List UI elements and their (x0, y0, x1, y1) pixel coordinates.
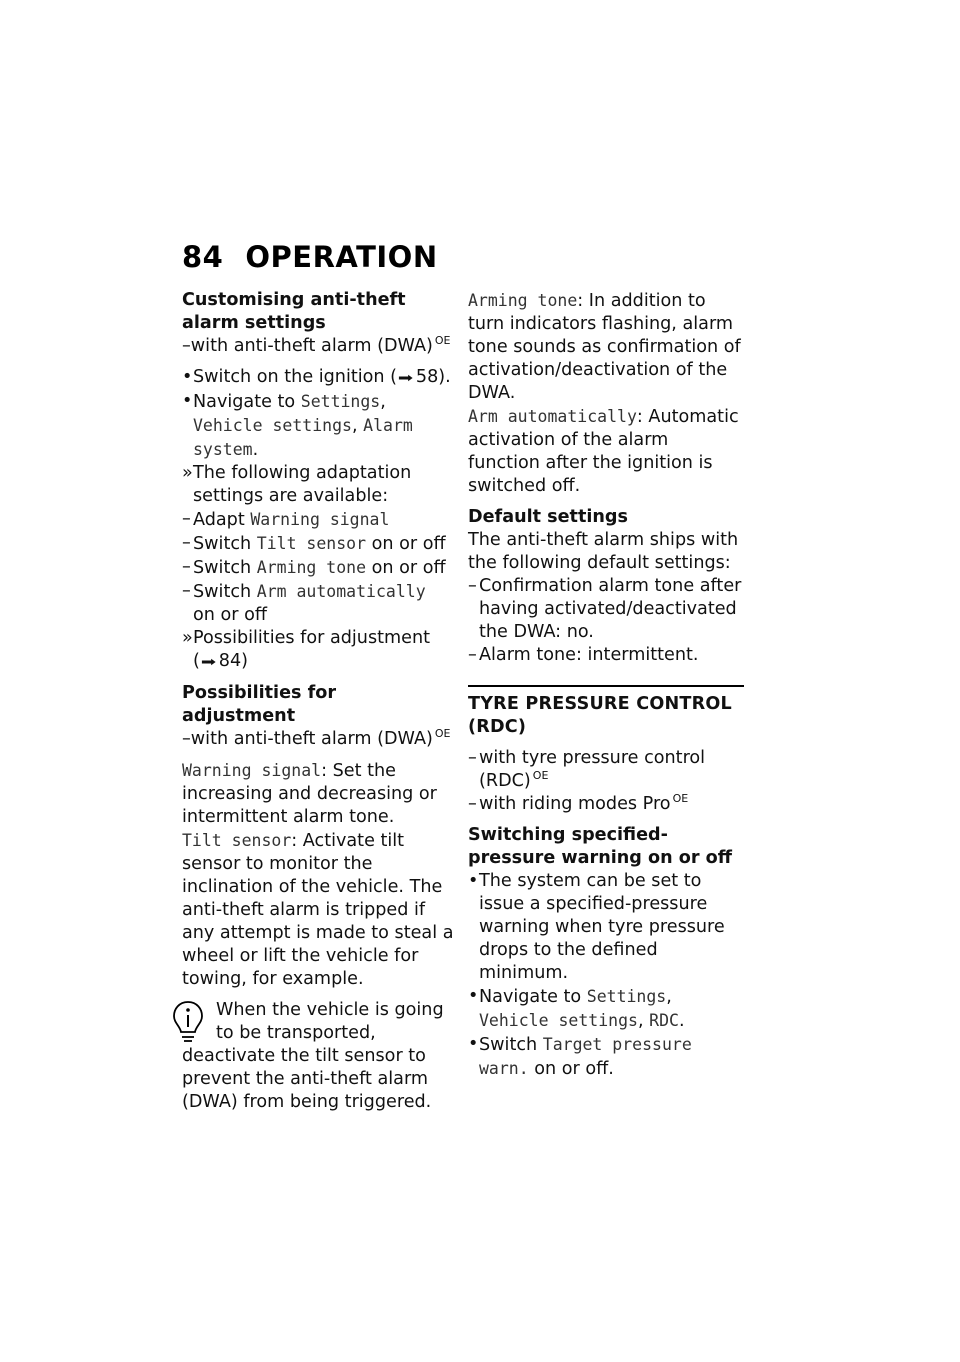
section-title-rdc: TYRE PRESSURE CONTROL (RDC) (468, 694, 732, 737)
desc-tilt-sensor: Tilt sensor: Activate tilt sensor to monitor the inclination of the vehicle. The anti-theft alarm is tripped if any attempt is made to steal a wheel or lift the vehicle for towing, for example. (182, 831, 454, 989)
page-ref-link[interactable]: 58 (415, 367, 439, 387)
condition-rdc: – with tyre pressure control (RDC) $^{OE}$ (468, 748, 706, 791)
step-ignition: • Switch on the ignition (➡ 58). (182, 366, 454, 390)
desc-warning-signal: Warning signal: Set the increasing and decreasing or intermittent alarm tone. (182, 761, 437, 827)
option-warning-signal: – Adapt Warning signal (182, 509, 390, 530)
menu-alarm-system: Alarm system (193, 416, 413, 459)
page-ref-arrow-icon: ➡ (397, 371, 414, 386)
oe-mark: OE (434, 334, 451, 347)
heading-customising-alarm: Customising anti-theft alarm settings (182, 290, 406, 333)
heading-possibilities: Possibilities for adjustment (182, 683, 337, 726)
result-adaptation: » The following adaptation settings are available: (182, 463, 412, 506)
desc-arm-automatically: Arm automatically: Automatic activation of the alarm function after the ignition is switched off. (468, 407, 739, 496)
bullet-navigate: • Navigate to Settings, Vehicle settings, RDC. (468, 986, 685, 1031)
menu-vehicle-settings: Vehicle settings (193, 416, 352, 435)
default-item-alarm-tone: – Alarm tone: intermittent. (468, 645, 699, 665)
oe-mark: OE (672, 792, 689, 805)
left-column (182, 289, 454, 1114)
condition-dwa: –with anti-theft alarm (DWA) $^{OE}$ (182, 334, 451, 356)
desc-arming-tone: Arming tone: In addition to turn indicators flashing, alarm tone sounds as confirmation of activation/deactivation of the DWA. (468, 291, 741, 403)
right-column (468, 289, 744, 1081)
option-arm-automatically: – Switch Arm automatically on or off (182, 581, 426, 625)
page-header (182, 240, 438, 274)
condition-riding-modes: – with riding modes Pro $^{OE}$ (468, 792, 689, 814)
chapter-title: OPERATION (245, 240, 438, 274)
default-intro: The anti-theft alarm ships with the following default settings: (468, 530, 739, 573)
oe-mark: OE (434, 727, 451, 740)
option-arming-tone: – Switch Arming tone on or off (182, 557, 446, 578)
section-divider (468, 685, 744, 687)
info-note: When the vehicle is going to be transported, deactivate the tilt sensor to prevent the anti-theft alarm (DWA) from being triggered. (182, 999, 454, 1114)
bullet-switch-target-pressure: • Switch Target pressure warn. on or off. (468, 1034, 692, 1079)
page-ref-arrow-icon: ➡ (200, 655, 216, 670)
heading-specified-pressure: Switching specified-pressure warning on or off (468, 825, 732, 868)
page-ref-link[interactable]: 84 (218, 651, 242, 671)
heading-default-settings: Default settings (468, 507, 629, 527)
step-navigate: • Navigate to Settings, Vehicle settings, Alarm system. (182, 391, 413, 460)
menu-settings: Settings (300, 392, 381, 411)
bullet-system-info: • The system can be set to issue a specified-pressure warning when tyre pressure drops to the defined minimum. (468, 871, 725, 983)
page-number: 84 (182, 240, 224, 274)
option-tilt-sensor: – Switch Tilt sensor on or off (182, 533, 446, 554)
info-icon (170, 999, 206, 1043)
condition-dwa-2: –with anti-theft alarm (DWA) $^{OE}$ (182, 727, 451, 749)
result-possibilities: » Possibilities for adjustment (➡ 84) (182, 627, 454, 674)
oe-mark: OE (532, 769, 549, 782)
default-item-confirmation: – Confirmation alarm tone after having activated/deactivated the DWA: no. (468, 576, 742, 642)
